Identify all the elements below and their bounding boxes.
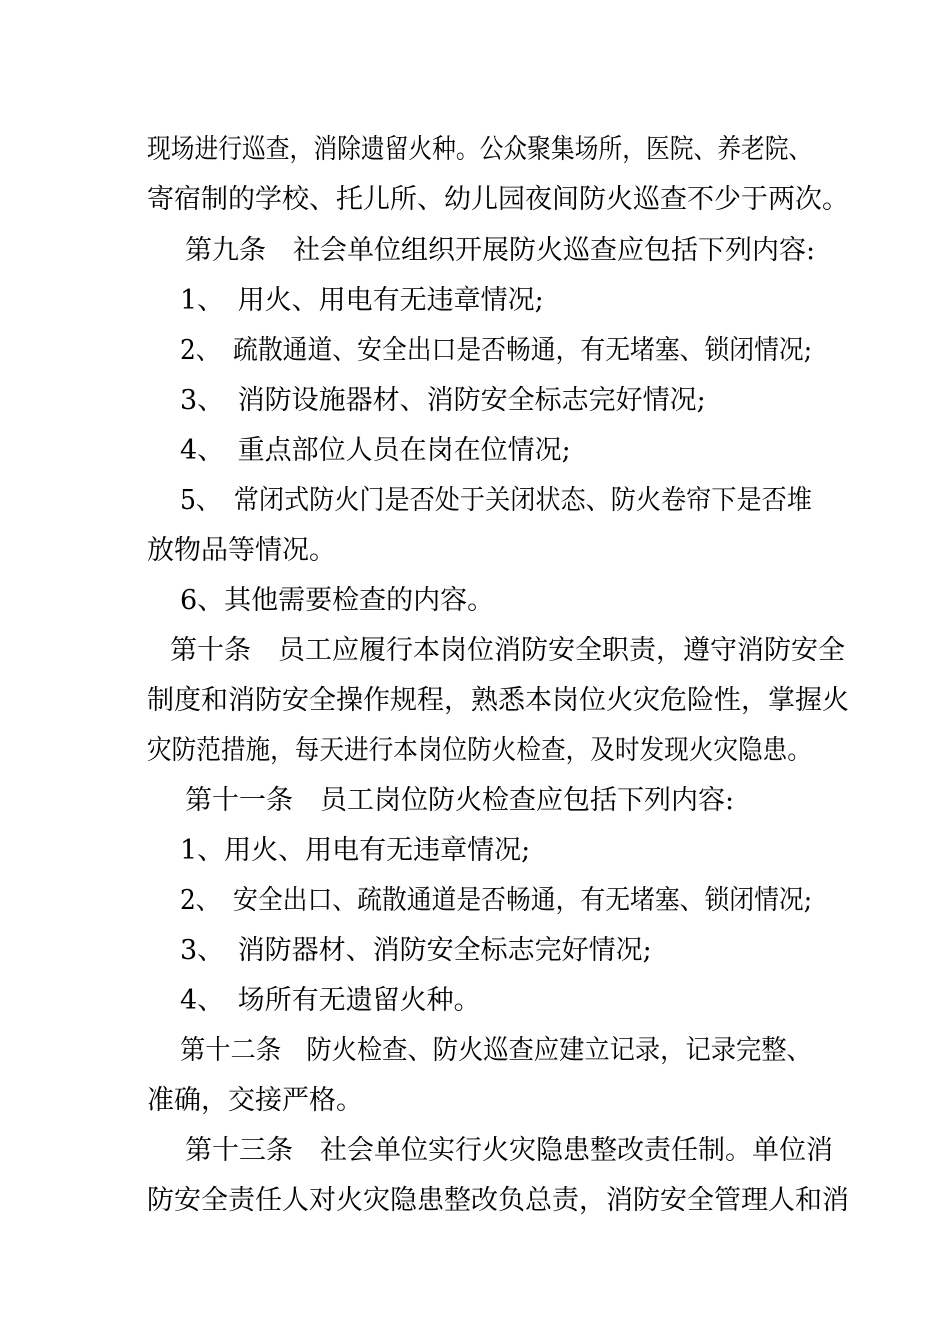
list-item: 1、 用火、用电有无违章情况;	[180, 285, 544, 316]
list-item: 2、 疏散通道、安全出口是否畅通，有无堵塞、锁闭情况;	[180, 335, 813, 366]
list-item: 6、其他需要检查的内容。	[180, 585, 495, 616]
text-line: 灾防范措施，每天进行本岗位防火检查，及时发现火灾隐患。	[147, 735, 812, 766]
text-line: 放物品等情况。	[147, 535, 336, 566]
text-line: 准确，交接严格。	[147, 1085, 363, 1116]
article-heading: 第十二条 防火检查、防火巡查应建立记录，记录完整、	[180, 1035, 812, 1066]
list-item: 2、 安全出口、疏散通道是否畅通，有无堵塞、锁闭情况;	[180, 885, 813, 916]
list-item: 5、 常闭式防火门是否处于关闭状态、防火卷帘下是否堆	[180, 485, 812, 516]
list-item: 3、 消防器材、消防安全标志完好情况;	[180, 935, 652, 966]
list-item: 4、 场所有无遗留火种。	[180, 985, 481, 1016]
article-heading: 第十条 员工应履行本岗位消防安全职责，遵守消防安全	[170, 635, 845, 666]
list-item: 3、 消防设施器材、消防安全标志完好情况;	[180, 385, 706, 416]
list-item: 1、用火、用电有无违章情况;	[180, 835, 531, 866]
text-line: 现场进行巡查，消除遗留火种。公众聚集场所，医院、养老院、	[147, 134, 813, 165]
text-line: 寄宿制的学校、托儿所、幼儿园夜间防火巡查不少于两次。	[147, 184, 849, 215]
article-heading: 第十一条 员工岗位防火检查应包括下列内容:	[185, 785, 735, 816]
text-line: 制度和消防安全操作规程，熟悉本岗位火灾危险性，掌握火	[147, 685, 849, 716]
article-heading: 第十三条 社会单位实行火灾隐患整改责任制。单位消	[185, 1135, 833, 1166]
article-heading: 第九条 社会单位组织开展防火巡查应包括下列内容:	[185, 235, 816, 266]
text-line: 防安全责任人对火灾隐患整改负总责，消防安全管理人和消	[147, 1185, 849, 1216]
list-item: 4、 重点部位人员在岗在位情况;	[180, 435, 571, 466]
